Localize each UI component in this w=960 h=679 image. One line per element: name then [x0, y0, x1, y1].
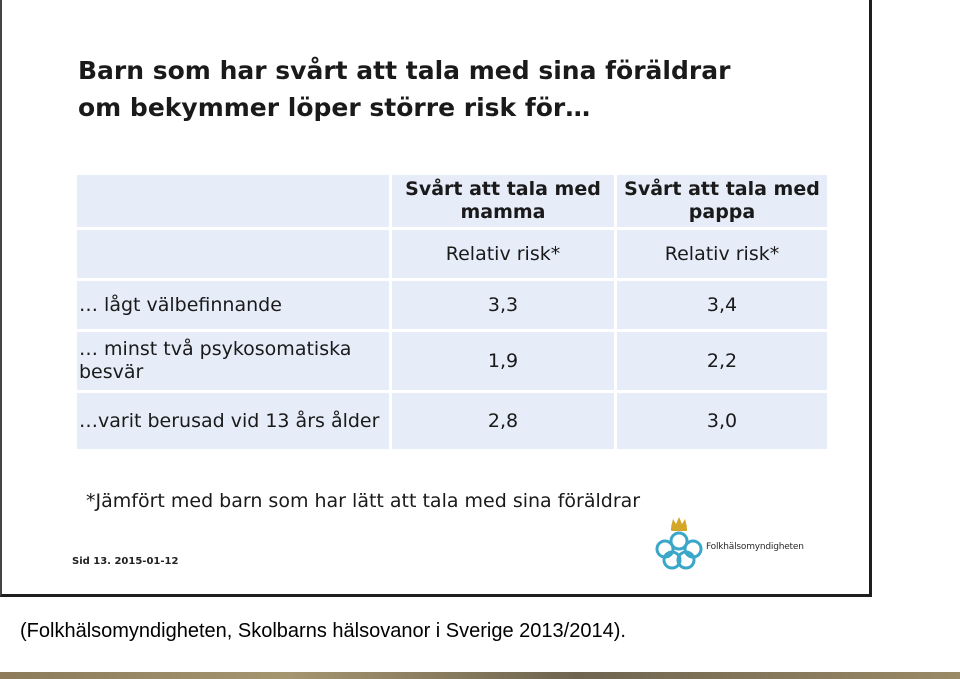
slide-footer: Sid 13. 2015-01-12 [72, 556, 179, 567]
source-caption: (Folkhälsomyndigheten, Skolbarns hälsovanor i Sverige 2013/2014). [20, 620, 626, 642]
slide-title [78, 52, 838, 126]
row-value-pappa: 3,4 [617, 281, 827, 329]
row-label: … minst två psykosomatiska besvär [77, 332, 389, 390]
table-row [77, 393, 827, 449]
relative-risk-table [74, 172, 830, 452]
table-subheader-row [77, 230, 827, 278]
footnote: *Jämfört med barn som har lätt att tala med sina föräldrar [86, 490, 641, 512]
table-subheader-mamma: Relativ risk* [392, 230, 614, 278]
table-subheader-empty [77, 230, 389, 278]
row-value-pappa: 2,2 [617, 332, 827, 390]
table-subheader-pappa: Relativ risk* [617, 230, 827, 278]
slide-title-line-2: om bekymmer löper större risk för… [78, 93, 591, 122]
table-header-empty [77, 175, 389, 227]
row-label: …varit berusad vid 13 års ålder [77, 393, 389, 449]
table-row [77, 281, 827, 329]
row-value-pappa: 3,0 [617, 393, 827, 449]
crown-rings-icon [652, 516, 706, 574]
background-strip [0, 672, 960, 679]
row-value-mamma: 2,8 [392, 393, 614, 449]
row-label: … lågt välbefinnande [77, 281, 389, 329]
row-value-mamma: 1,9 [392, 332, 614, 390]
table-header-mamma: Svårt att tala med mamma [392, 175, 614, 227]
logo-text: Folkhälsomyndigheten [706, 542, 804, 552]
table-header-row [77, 175, 827, 227]
folkhalsomyndigheten-logo [652, 516, 822, 574]
slide-title-line-1: Barn som har svårt att tala med sina föräldrar [78, 56, 731, 85]
row-value-mamma: 3,3 [392, 281, 614, 329]
table-header-pappa: Svårt att tala med pappa [617, 175, 827, 227]
table-row [77, 332, 827, 390]
